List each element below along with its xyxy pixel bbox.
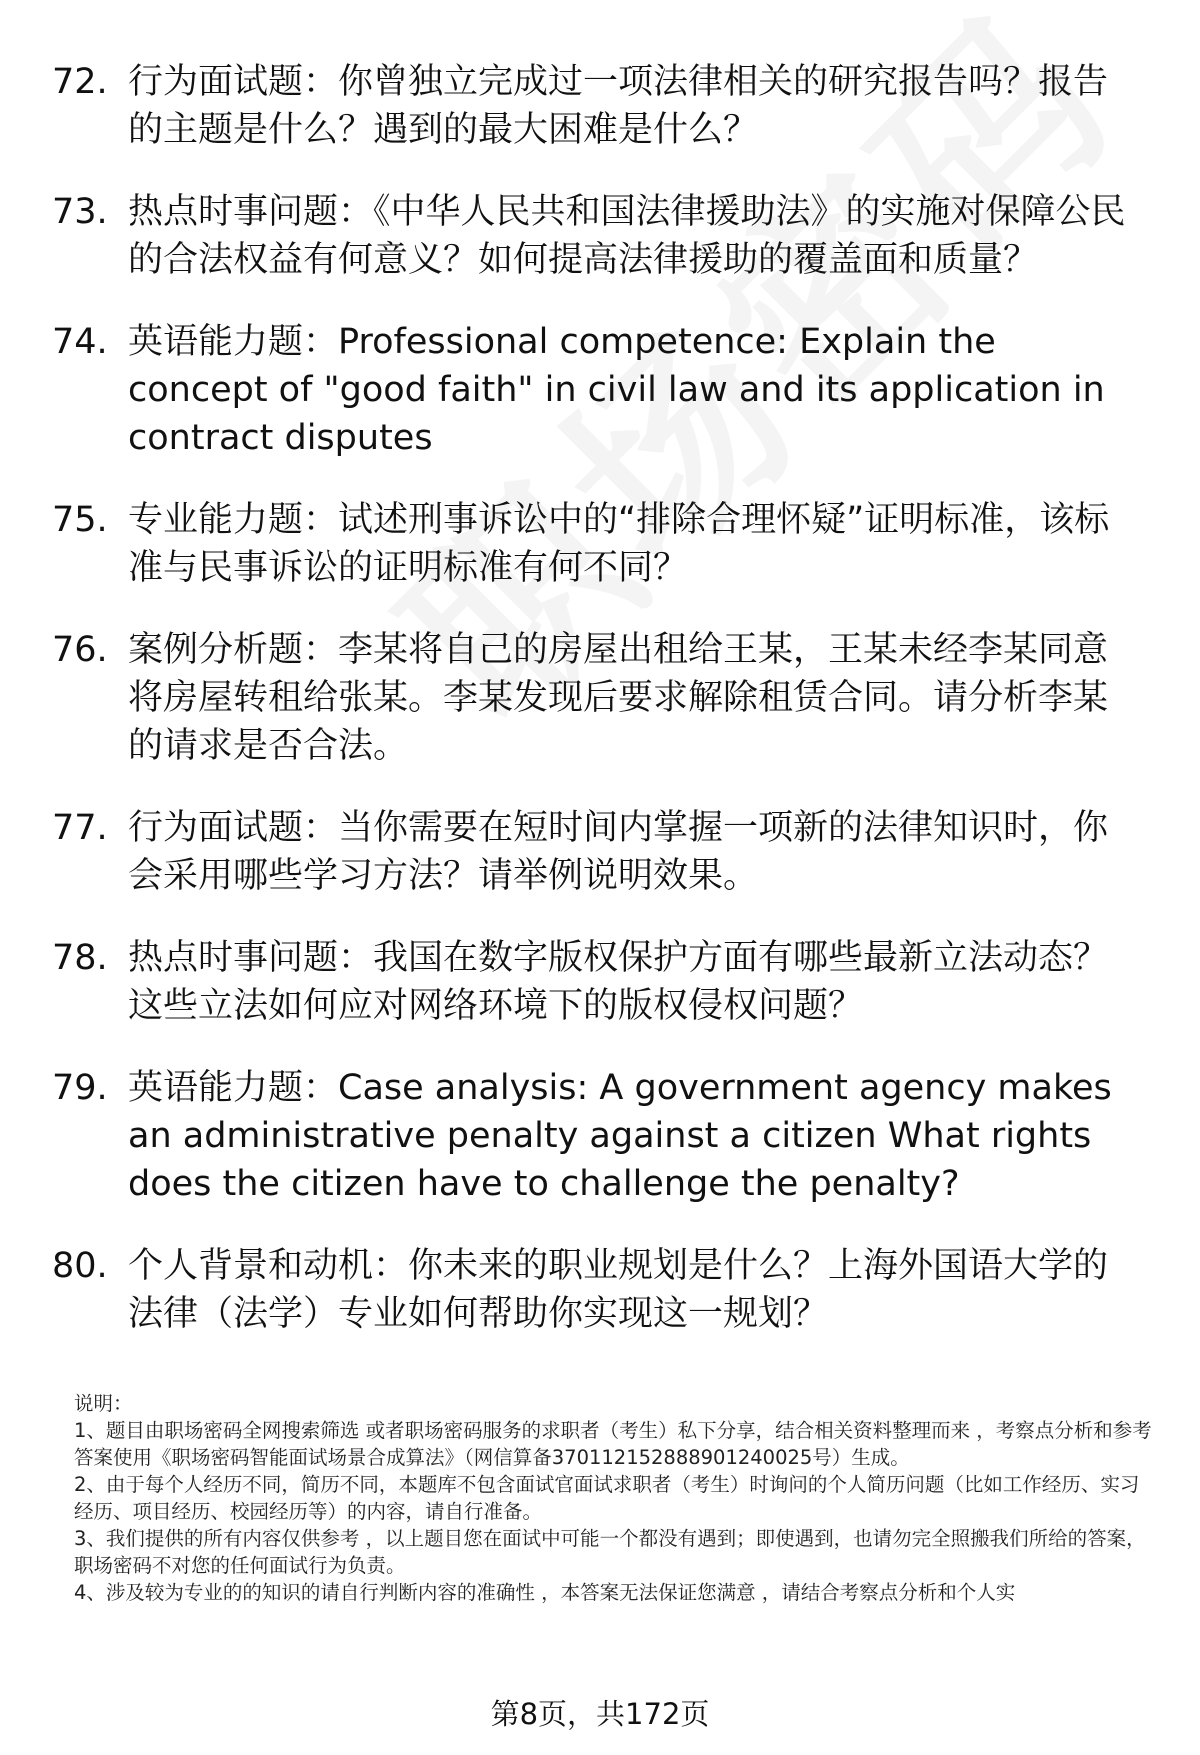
question-text: 英语能力题：Professional competence: Explain the concept of "good faith" in civil law and its application in contract disputes — [128, 322, 1105, 458]
question-number: 74. — [52, 322, 108, 362]
question-number: 73. — [52, 192, 108, 232]
note-item: 2、由于每个人经历不同，简历不同，本题库不包含面试官面试求职者（考生）时询问的个人简历问题（比如工作经历、实习经历、项目经历、校园经历等）的内容，请自行准备。 — [74, 1473, 1140, 1523]
question-text: 专业能力题：试述刑事诉讼中的“排除合理怀疑”证明标准，该标准与民事诉讼的证明标准有何不同？ — [128, 500, 1110, 588]
note-item: 1、题目由职场密码全网搜索筛选 或者职场密码服务的求职者（考生）私下分享，结合相关资料整理而来 ，考察点分析和参考答案使用《职场密码智能面试场景合成算法》（网信算备370112152888901240025号）生成。 — [74, 1419, 1152, 1469]
question-item — [0, 496, 1200, 592]
question-text: 个人背景和动机：你未来的职业规划是什么？上海外国语大学的法律（法学）专业如何帮助你实现这一规划？ — [128, 1246, 1109, 1334]
question-text: 行为面试题：你曾独立完成过一项法律相关的研究报告吗？报告的主题是什么？遇到的最大困难是什么？ — [128, 62, 1109, 150]
question-item — [0, 1242, 1200, 1338]
question-item — [0, 318, 1200, 462]
question-text: 英语能力题：Case analysis: A government agency makes an administrative penalty against a citizen What rights does the citizen have to challenge the penalty? — [128, 1068, 1112, 1204]
question-item — [0, 934, 1200, 1030]
note-item: 4、涉及较为专业的的知识的请自行判断内容的准确性 ，本答案无法保证您满意 ，请结合考察点分析和个人实 — [74, 1581, 1016, 1604]
question-number: 77. — [52, 808, 108, 848]
note-item: 3、我们提供的所有内容仅供参考 ，以上题目您在面试中可能一个都没有遇到；即使遇到，也请勿完全照搬我们所给的答案，职场密码不对您的任何面试行为负责。 — [74, 1527, 1146, 1577]
question-number: 72. — [52, 62, 108, 102]
question-text: 行为面试题：当你需要在短时间内掌握一项新的法律知识时，你会采用哪些学习方法？请举例说明效果。 — [128, 808, 1109, 896]
question-number: 80. — [52, 1246, 108, 1286]
question-text: 案例分析题：李某将自己的房屋出租给王某，王某未经李某同意将房屋转租给张某。李某发现后要求解除租赁合同。请分析李某的请求是否合法。 — [128, 630, 1109, 766]
notes-title: 说明： — [74, 1392, 133, 1415]
question-list — [0, 58, 1200, 1372]
page-number: 第8页，共172页 — [490, 1697, 710, 1731]
question-number: 76. — [52, 630, 108, 670]
question-number: 78. — [52, 938, 108, 978]
question-item — [0, 188, 1200, 284]
question-text: 热点时事问题：我国在数字版权保护方面有哪些最新立法动态？这些立法如何应对网络环境下的版权侵权问题？ — [128, 938, 1109, 1026]
question-item — [0, 1064, 1200, 1208]
question-number: 75. — [52, 500, 108, 540]
question-number: 79. — [52, 1068, 108, 1108]
question-item — [0, 58, 1200, 154]
notes-section — [74, 1390, 1154, 1606]
question-text: 热点时事问题：《中华人民共和国法律援助法》的实施对保障公民的合法权益有何意义？如何提高法律援助的覆盖面和质量？ — [128, 192, 1126, 280]
question-item — [0, 804, 1200, 900]
question-item — [0, 626, 1200, 770]
